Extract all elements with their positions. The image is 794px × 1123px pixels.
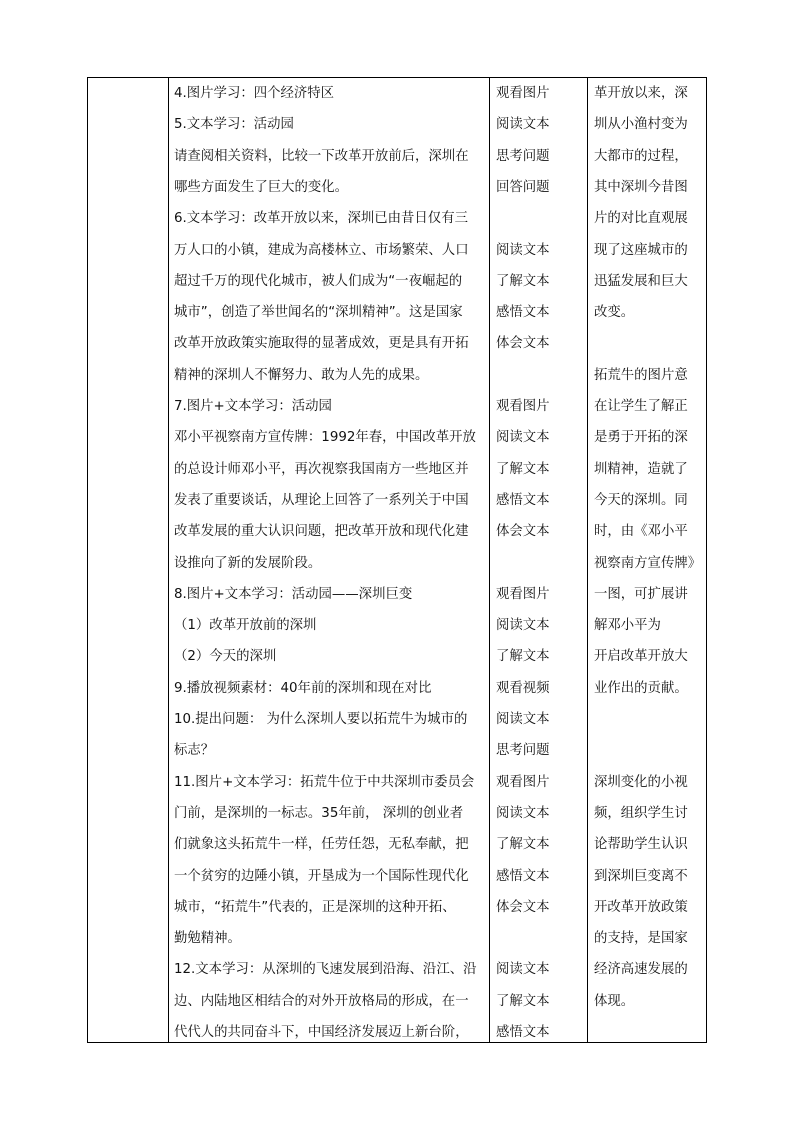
- content-line: 超过千万的现代化城市，被人们成为“一夜崛起的: [174, 273, 463, 289]
- activity-line: 回答问题: [496, 179, 550, 195]
- content-line: 城市，“拓荒牛”代表的，正是深圳的这种开拓、: [174, 899, 456, 915]
- content-line: 4.图片学习：四个经济特区: [174, 86, 335, 101]
- intent-line: 经济高速发展的: [594, 962, 688, 978]
- intent-line: 开启改革开放大: [594, 649, 688, 665]
- intent-line: 其中深圳今昔图: [594, 179, 688, 195]
- content-line: 8.图片+文本学习：活动园——深圳巨变: [174, 586, 413, 602]
- content-line: 设推向了新的发展阶段。: [174, 555, 322, 571]
- activity-line: 阅读文本: [496, 712, 550, 727]
- content-line: 5.文本学习：活动园: [174, 117, 294, 133]
- content-line: 的总设计师邓小平，再次视察我国南方一些地区并: [174, 461, 469, 477]
- intent-line: 改变。: [594, 305, 635, 321]
- content-line: 勤勉精神。: [174, 931, 241, 947]
- activity-line: 了解文本: [496, 837, 550, 853]
- activity-line: 了解文本: [496, 273, 550, 289]
- intent-line: 业作出的贡献。: [594, 680, 688, 696]
- content-line: 代代人的共同奋斗下，中国经济发展迈上新台阶，: [174, 1025, 469, 1040]
- intent-line: 拓荒牛的图片意: [594, 367, 688, 383]
- content-line: 万人口的小镇，建成为高楼林立、市场繁荣、人口: [174, 242, 469, 258]
- intent-line: 今天的深圳。同: [594, 492, 688, 508]
- content-line: 一个贫穷的边陲小镇，开垦成为一个国际性现代化: [174, 868, 469, 884]
- intent-line: 片的对比直观展: [594, 211, 688, 227]
- intent-line: 深圳变化的小视: [594, 774, 688, 790]
- activity-line: 感悟文本: [496, 868, 550, 884]
- activity-line: 思考问题: [496, 148, 550, 164]
- activity-line: 体会文本: [496, 899, 550, 915]
- column-divider: [489, 78, 490, 1042]
- activity-line: 感悟文本: [496, 305, 550, 321]
- activity-line: 体会文本: [496, 524, 550, 540]
- intent-line: 开改革开放政策: [594, 899, 688, 915]
- content-line: 改革开放政策实施取得的显著成效，更是具有开拓: [174, 336, 469, 352]
- content-line: 门前，是深圳的一标志。35年前， 深圳的创业者: [174, 805, 464, 821]
- activity-line: 阅读文本: [496, 242, 550, 258]
- intent-line: 解邓小平为: [594, 618, 661, 634]
- activity-line: 阅读文本: [496, 618, 550, 634]
- activity-line: 阅读文本: [496, 962, 550, 978]
- lesson-table: [87, 77, 707, 1043]
- activity-line: 阅读文本: [496, 805, 550, 821]
- activity-line: 思考问题: [496, 743, 550, 759]
- intent-line: 现了这座城市的: [594, 242, 688, 258]
- intent-line: 迅猛发展和巨大: [594, 273, 688, 289]
- content-line: 哪些方面发生了巨大的变化。: [174, 179, 349, 195]
- column-divider: [587, 78, 588, 1042]
- intent-line: 圳精神，造就了: [594, 461, 688, 477]
- content-line: （2）今天的深圳: [174, 649, 277, 665]
- activity-line: 阅读文本: [496, 117, 550, 133]
- activity-line: 了解文本: [496, 649, 550, 665]
- intent-line: 视察南方宣传牌》: [594, 555, 702, 571]
- content-line: 7.图片+文本学习：活动园: [174, 399, 332, 414]
- content-line: 边、内陆地区相结合的对外开放格局的形成，在一: [174, 993, 469, 1009]
- intent-line: 一图，可扩展讲: [594, 586, 688, 602]
- content-line: 发表了重要谈话，从理论上回答了一系列关于中国: [174, 492, 469, 508]
- content-line: 标志？: [174, 743, 215, 759]
- activity-line: 观看图片: [496, 774, 550, 790]
- activity-line: 了解文本: [496, 461, 550, 477]
- activity-line: 感悟文本: [496, 1025, 550, 1040]
- intent-line: 论帮助学生认识: [594, 837, 688, 853]
- activity-line: 观看图片: [496, 86, 550, 101]
- content-line: 请查阅相关资料，比较一下改革开放前后，深圳在: [174, 148, 469, 164]
- activity-line: 观看视频: [496, 680, 550, 696]
- activity-line: 了解文本: [496, 993, 550, 1009]
- activity-line: 观看图片: [496, 399, 550, 414]
- content-line: 城市”，创造了举世闻名的“深圳精神”。这是国家: [174, 305, 463, 321]
- intent-line: 到深圳巨变离不: [594, 868, 688, 884]
- activity-line: 感悟文本: [496, 492, 550, 508]
- intent-line: 在让学生了解正: [594, 399, 688, 414]
- activity-line: 阅读文本: [496, 430, 550, 446]
- content-line: （1）改革开放前的深圳: [174, 618, 317, 634]
- content-line: 6.文本学习：改革开放以来，深圳已由昔日仅有三: [174, 211, 468, 227]
- content-line: 邓小平视察南方宣传牌：1992年春，中国改革开放: [174, 430, 476, 446]
- content-line: 12.文本学习：从深圳的飞速发展到沿海、沿江、沿: [174, 962, 477, 978]
- intent-line: 时，由《邓小平: [594, 524, 688, 540]
- content-line: 9.播放视频素材：40年前的深圳和现在对比: [174, 680, 432, 696]
- content-line: 11.图片+文本学习：拓荒牛位于中共深圳市委员会: [174, 774, 475, 790]
- intent-line: 圳从小渔村变为: [594, 117, 688, 133]
- intent-line: 频，组织学生讨: [594, 805, 688, 821]
- content-line: 们就象这头拓荒牛一样，任劳任怨，无私奉献，把: [174, 837, 469, 853]
- content-line: 精神的深圳人不懈努力、敢为人先的成果。: [174, 367, 429, 383]
- content-line: 改革发展的重大认识问题，把改革开放和现代化建: [174, 524, 469, 540]
- content-line: 10.提出问题： 为什么深圳人要以拓荒牛为城市的: [174, 712, 468, 727]
- intent-line: 体现。: [594, 993, 635, 1009]
- intent-line: 的支持，是国家: [594, 931, 688, 947]
- intent-line: 大都市的过程，: [594, 148, 688, 164]
- intent-line: 革开放以来，深: [594, 86, 688, 101]
- activity-line: 体会文本: [496, 336, 550, 352]
- column-divider: [168, 78, 169, 1042]
- intent-line: 是勇于开拓的深: [594, 430, 688, 446]
- activity-line: 观看图片: [496, 586, 550, 602]
